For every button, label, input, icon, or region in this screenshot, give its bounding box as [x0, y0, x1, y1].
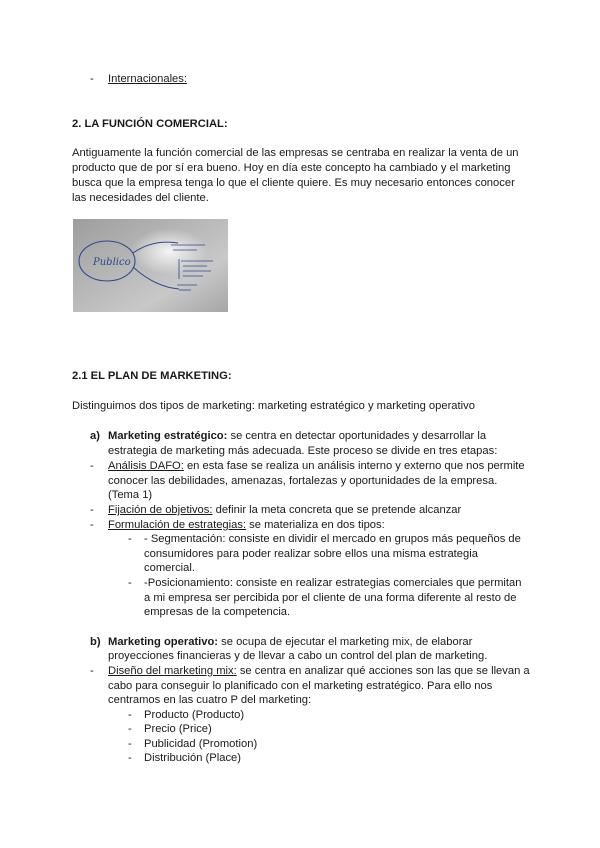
marketing-estrategico-title: Marketing estratégico:	[108, 430, 228, 442]
dafo-label: Análisis DAFO:	[108, 460, 184, 472]
posicionamiento-text-3: empresas de la competencia.	[144, 606, 291, 618]
bullet-dash: -	[128, 709, 132, 721]
marketing-estrategico-text-2: estrategia de marketing más adecuada. Este proceso se divide en tres etapas:	[108, 445, 498, 457]
segmentacion-text: - Segmentación: consiste en dividir el mercado en grupos más pequeños de	[144, 533, 521, 545]
marketing-estrategico-line	[108, 429, 486, 444]
objetivos-line	[108, 503, 461, 518]
estrategias-line	[108, 518, 385, 533]
paragraph-line: Antiguamente la función comercial de las empresas se centraba en realizar la venta de un	[72, 147, 519, 159]
segmentacion-text-2: consumidores para poder realizar sobre ellos una misma estrategia	[144, 548, 478, 560]
marketing-mix-text-2: cabo para conseguir lo planificado con el marketing estratégico. Para ello nos	[108, 680, 493, 692]
dafo-text-3: (Tema 1)	[108, 489, 153, 501]
marketing-operativo-line	[108, 635, 472, 650]
internacionales-label: Internacionales:	[108, 73, 187, 85]
marketing-mix-text-3: centramos en las cuatro P del marketing:	[108, 694, 312, 706]
bullet-dash: -	[128, 533, 132, 545]
paragraph-line: busca que la empresa tenga lo que el cliente quiere. Es muy necesario entonces conocer	[72, 177, 515, 189]
four-p-item: Precio (Price)	[144, 723, 212, 735]
paragraph-line: las necesidades del cliente.	[72, 192, 209, 204]
intro-text: Distinguimos dos tipos de marketing: marketing estratégico y marketing operativo	[72, 400, 475, 412]
list-marker-b: b)	[90, 636, 101, 648]
bullet-dash: -	[128, 723, 132, 735]
segmentacion-text-3: comercial.	[144, 562, 195, 574]
dafo-text-2: conocer las debilidades, amenazas, fortalezas y oportunidades de la empresa.	[108, 475, 498, 487]
marketing-mix-line	[108, 664, 530, 679]
board-word: Publico	[93, 257, 131, 268]
whiteboard-photo	[73, 219, 228, 312]
bullet-dash: -	[128, 752, 132, 764]
dafo-line	[108, 459, 525, 474]
marketing-operativo-title: Marketing operativo:	[108, 636, 219, 648]
marketing-estrategico-text: se centra en detectar oportunidades y desarrollar la	[227, 430, 487, 442]
section-2-1-heading: 2.1 EL PLAN DE MARKETING:	[72, 370, 232, 382]
bullet-dash: -	[90, 665, 94, 677]
four-p-item: Distribución (Place)	[144, 752, 241, 764]
marketing-operativo-text-2: proyecciones financieras y de llevar a cabo un control del plan de marketing.	[108, 650, 488, 662]
objetivos-label: Fijación de objetivos:	[108, 504, 213, 516]
estrategias-label: Formulación de estrategias:	[108, 519, 247, 531]
objetivos-text: definir la meta concreta que se pretende alcanzar	[212, 504, 462, 516]
estrategias-text: se materializa en dos tipos:	[246, 519, 385, 531]
marketing-mix-label: Diseño del marketing mix:	[108, 665, 237, 677]
paragraph-line: producto que de por sí era bueno. Hoy en día este concepto ha cambiado y el marketing	[72, 162, 511, 174]
section-2-heading: 2. LA FUNCIÓN COMERCIAL:	[72, 118, 228, 130]
marketing-mix-text: se centra en analizar qué acciones son las que se llevan a	[236, 665, 530, 677]
bullet-dash: -	[90, 519, 94, 531]
list-marker-a: a)	[90, 430, 100, 442]
marketing-operativo-text: se ocupa de ejecutar el marketing mix, de elaborar	[218, 636, 473, 648]
dafo-text: en esta fase se realiza un análisis interno y externo que nos permite	[183, 460, 525, 472]
bullet-dash: -	[128, 577, 132, 589]
bullet-dash: -	[90, 460, 94, 472]
bullet-dash: -	[128, 738, 132, 750]
posicionamiento-text: -Posicionamiento: consiste en realizar estrategias comerciales que permitan	[144, 577, 522, 589]
bullet-dash: -	[90, 504, 94, 516]
bullet-dash: -	[90, 73, 94, 85]
four-p-item: Publicidad (Promotion)	[144, 738, 258, 750]
posicionamiento-text-2: a mi empresa ser percibida por el cliente de una forma diferente al resto de	[144, 592, 517, 604]
four-p-item: Producto (Producto)	[144, 709, 245, 721]
